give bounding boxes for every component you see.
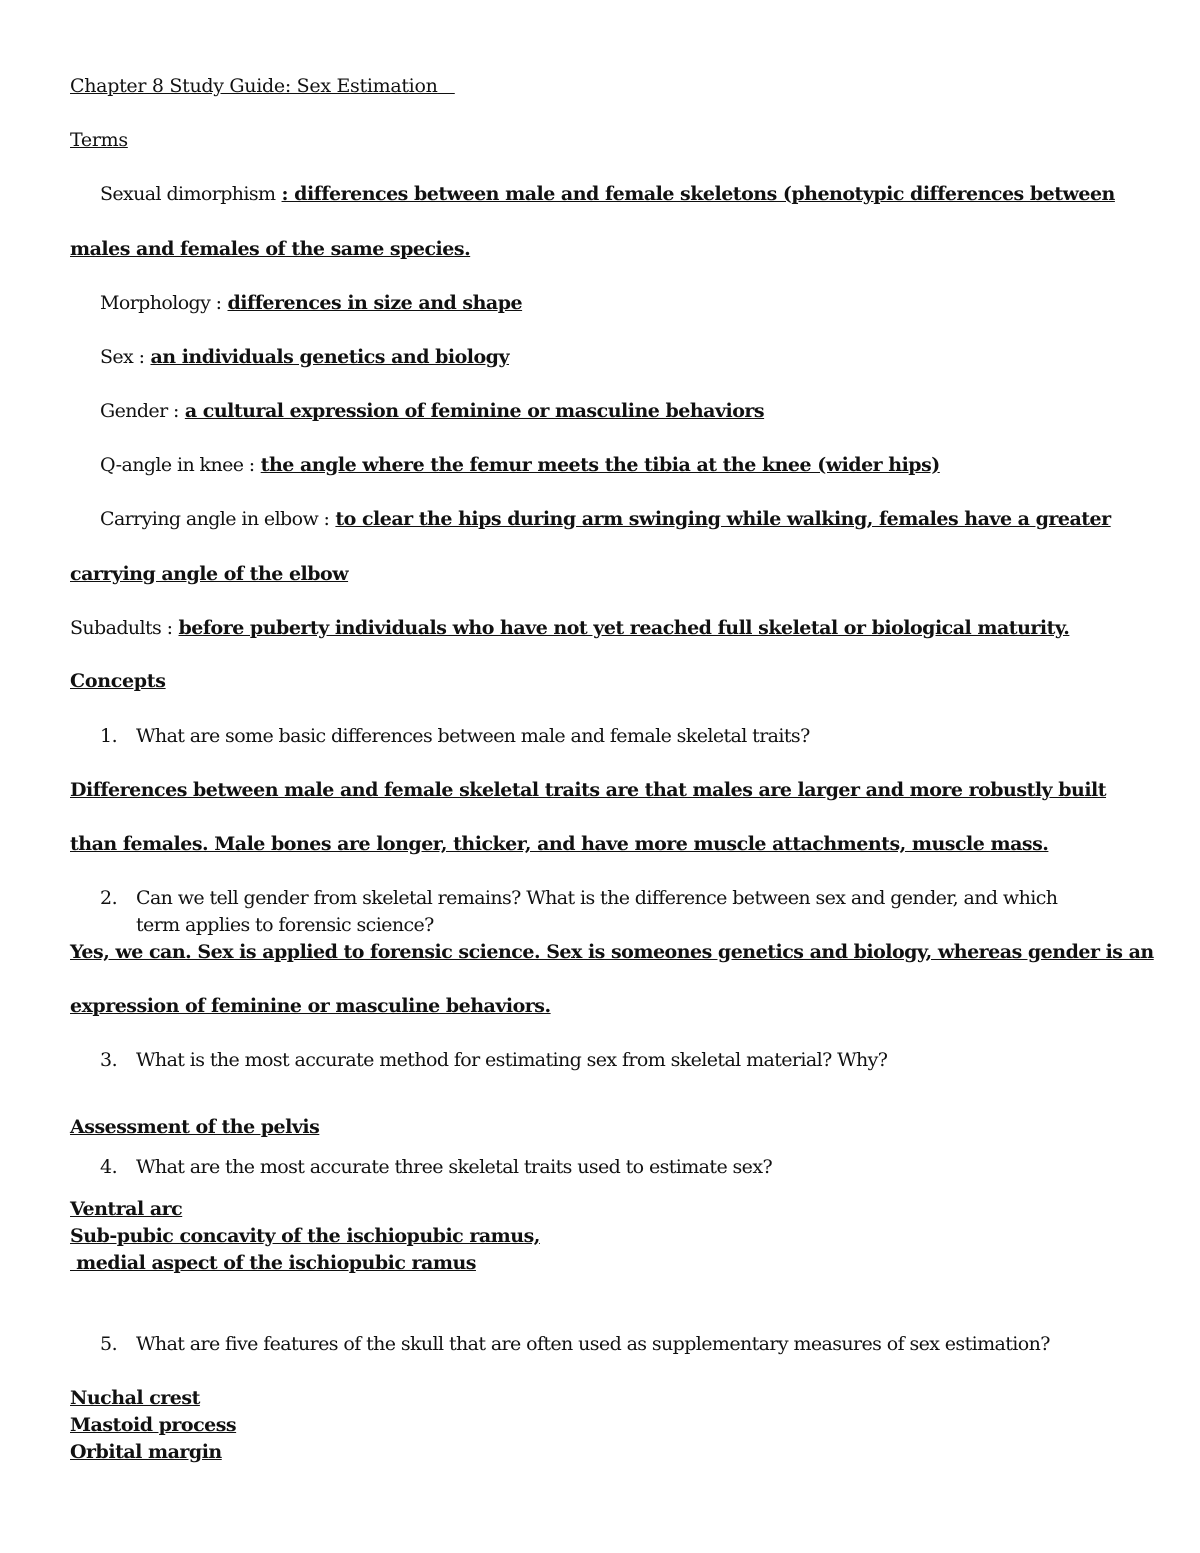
term-sex: [100, 345, 509, 369]
answer-line: than females. Male bones are longer, thicker, and have more muscle attachments, muscle mass.: [70, 833, 1049, 855]
question-text: Can we tell gender from skeletal remains? What is the difference between sex and gender, and which: [136, 887, 1058, 909]
term-definition: carrying angle of the elbow: [70, 563, 349, 585]
term-definition: before puberty individuals who have not yet reached full skeletal or biological maturity.: [178, 617, 1070, 639]
answer-line: Sub-pubic concavity of the ischiopubic ramus,: [70, 1225, 540, 1247]
term-definition: an individuals genetics and biology: [150, 346, 510, 368]
term-morphology: [100, 291, 522, 315]
question-number: 4.: [100, 1156, 118, 1178]
term-label: Gender :: [100, 400, 179, 422]
question-number: 1.: [100, 725, 118, 747]
answer-line: Mastoid process: [70, 1414, 237, 1436]
term-label: Sexual dimorphism: [100, 183, 276, 205]
term-label: Sex :: [100, 346, 145, 368]
page-title: Chapter 8 Study Guide: Sex Estimation: [70, 75, 438, 97]
term-definition: : differences between male and female skeletons (phenotypic differences between: [281, 183, 1115, 205]
term-definition: a cultural expression of feminine or masculine behaviors: [184, 400, 765, 422]
answer-line: medial aspect of the ischiopubic ramus: [70, 1252, 476, 1274]
question-number: 3.: [100, 1049, 118, 1071]
question-text: What is the most accurate method for estimating sex from skeletal material? Why?: [136, 1049, 888, 1071]
concepts-heading: Concepts: [70, 670, 166, 692]
terms-heading: Terms: [70, 129, 128, 151]
term-definition: males and females of the same species.: [70, 238, 471, 260]
question-text: What are some basic differences between male and female skeletal traits?: [136, 725, 810, 747]
term-gender: [100, 399, 764, 423]
answer-line: expression of feminine or masculine behaviors.: [70, 995, 551, 1017]
question-text: term applies to forensic science?: [136, 914, 434, 936]
term-subadults: [70, 616, 1069, 640]
term-definition: the angle where the femur meets the tibia at the knee (wider hips): [260, 454, 940, 476]
term-carrying-angle-cont: [70, 562, 348, 586]
term-label: Morphology :: [100, 292, 222, 314]
question-number: 2.: [100, 887, 118, 909]
answer-line: Nuchal crest: [70, 1387, 200, 1409]
term-sexual-dimorphism-cont: [70, 237, 470, 261]
term-label: Q-angle in knee :: [100, 454, 255, 476]
answer-line: Yes, we can. Sex is applied to forensic science. Sex is someones genetics and biology, whereas gender is an: [70, 941, 1154, 963]
term-carrying-angle: [100, 507, 1111, 531]
term-label: Subadults :: [70, 617, 173, 639]
question-text: What are the most accurate three skeletal traits used to estimate sex?: [136, 1156, 773, 1178]
term-label: Carrying angle in elbow :: [100, 508, 330, 530]
question-text: What are five features of the skull that are often used as supplementary measures of sex estimation?: [136, 1333, 1050, 1355]
answer-line: Differences between male and female skeletal traits are that males are larger and more robustly built: [70, 779, 1107, 801]
term-definition: to clear the hips during arm swinging while walking, females have a greater: [335, 508, 1111, 530]
term-definition: differences in size and shape: [227, 292, 523, 314]
answer-line: Ventral arc: [70, 1198, 183, 1220]
term-q-angle: [100, 453, 940, 477]
question-number: 5.: [100, 1333, 118, 1355]
answer-line: Orbital margin: [70, 1441, 222, 1463]
answer-line: Assessment of the pelvis: [70, 1116, 320, 1138]
term-sexual-dimorphism: [100, 182, 1115, 206]
